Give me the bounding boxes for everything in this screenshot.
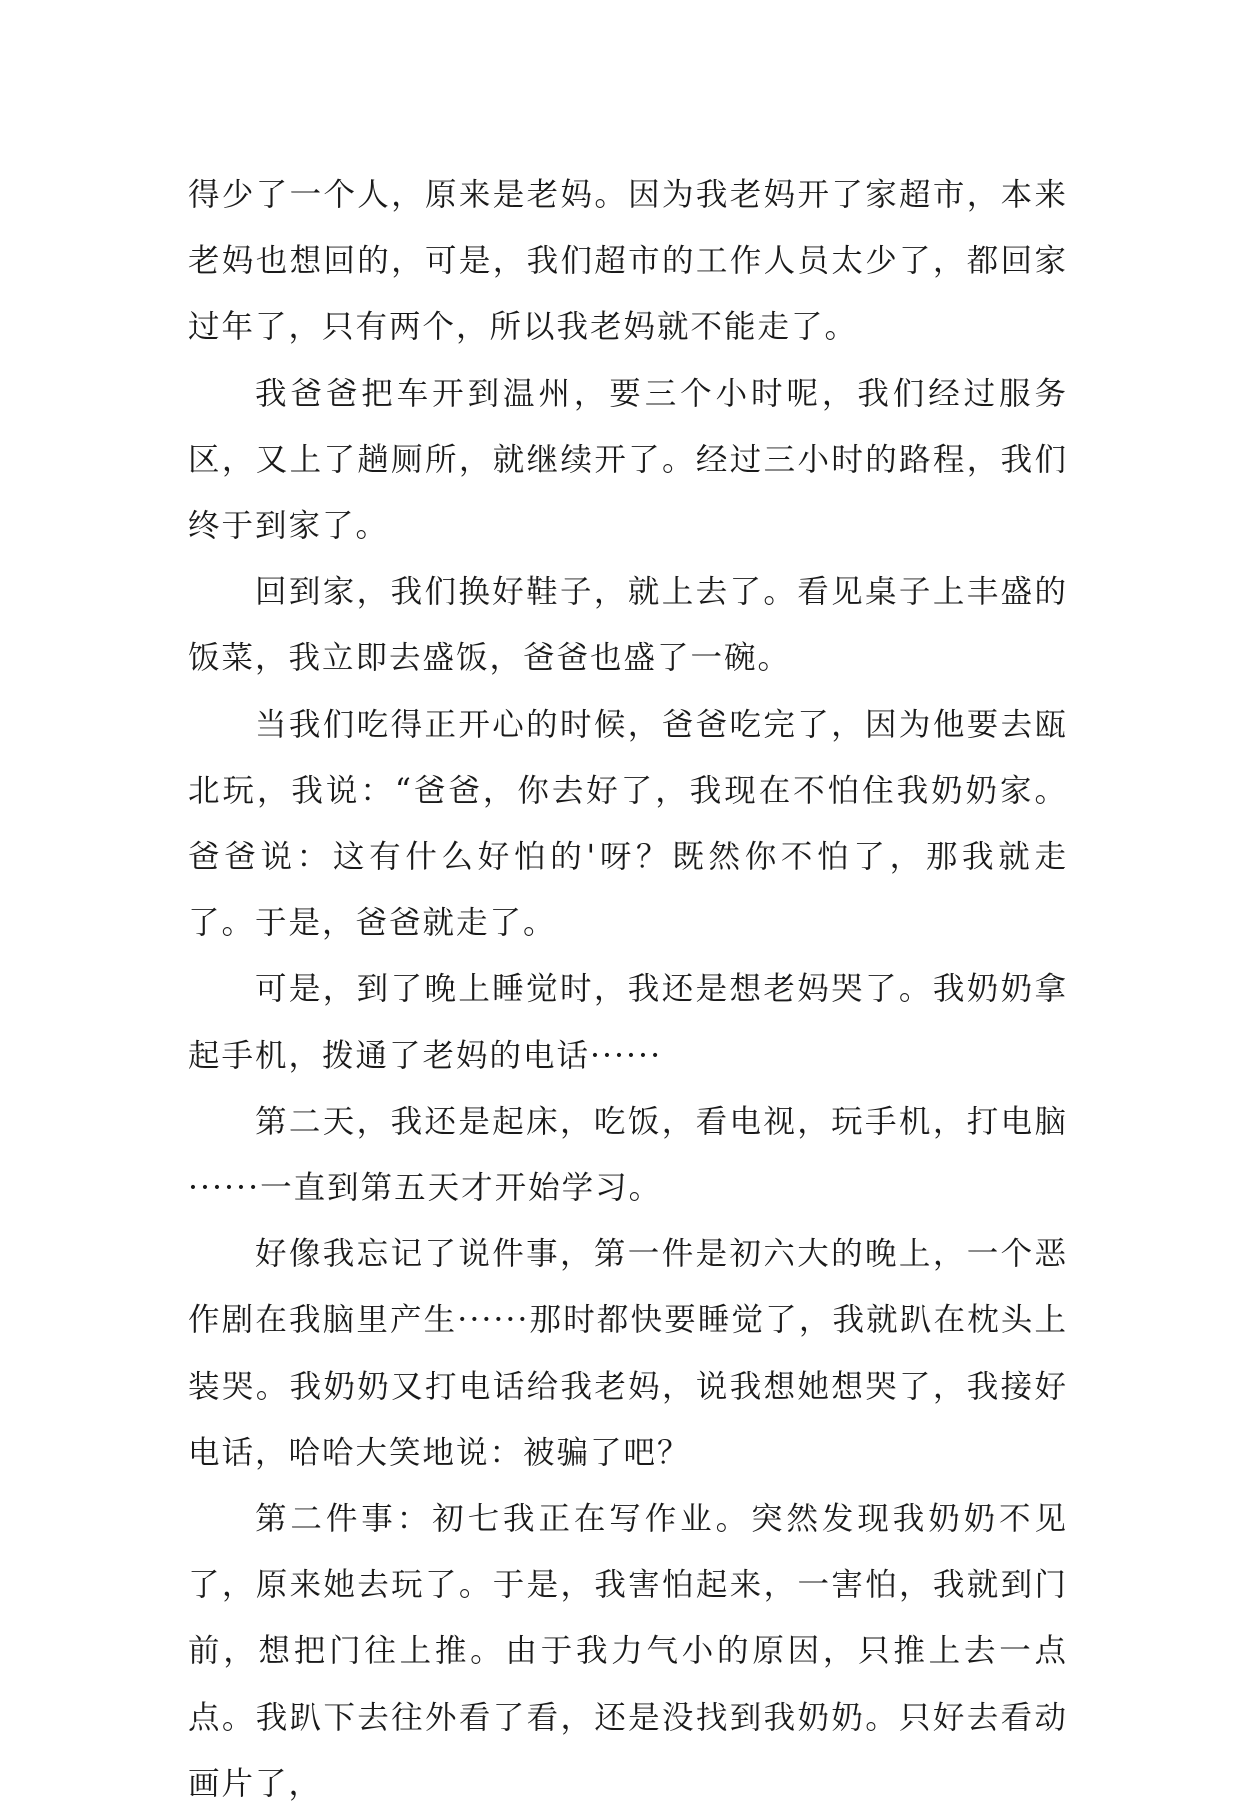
paragraph-5: 可是，到了晚上睡觉时，我还是想老妈哭了。我奶奶拿起手机，拨通了老妈的电话······ <box>188 971 1068 1074</box>
paragraph-2: 我爸爸把车开到温州，要三个小时呢，我们经过服务区，又上了趟厕所，就继续开了。经过三小时的路程，我们终于到家了。 <box>188 375 1068 545</box>
paragraph-8: 第二件事：初七我正在写作业。突然发现我奶奶不见了，原来她去玩了。于是，我害怕起来，一害怕，我就到门前，想把门往上推。由于我力气小的原因，只推上去一点点。我趴下去往外看了看，还是没找到我奶奶。只好去看动画片了， <box>188 1501 1068 1802</box>
paragraph-1: 得少了一个人，原来是老妈。因为我老妈开了家超市，本来老妈也想回的，可是，我们超市的工作人员太少了，都回家过年了，只有两个，所以我老妈就不能走了。 <box>188 177 1068 346</box>
paragraph-4: 当我们吃得正开心的时候，爸爸吃完了，因为他要去瓯北玩，我说：“爸爸，你去好了，我现在不怕住我奶奶家。爸爸说：这有什么好怕的'呀？既然你不怕了，那我就走了。于是，爸爸就走了。 <box>188 706 1068 942</box>
document-body <box>188 162 1068 1817</box>
paragraph-7: 好像我忘记了说件事，第一件是初六大的晚上，一个恶作剧在我脑里产生······那时都快要睡觉了，我就趴在枕头上装哭。我奶奶又打电话给我老妈，说我想她想哭了，我接好电话，哈哈大笑地说：被骗了吧？ <box>188 1236 1068 1471</box>
paragraph-6: 第二天，我还是起床，吃饭，看电视，玩手机，打电脑······一直到第五天才开始学习。 <box>188 1103 1068 1207</box>
paragraph-3: 回到家，我们换好鞋子，就上去了。看见桌子上丰盛的饭菜，我立即去盛饭，爸爸也盛了一碗。 <box>188 574 1068 677</box>
